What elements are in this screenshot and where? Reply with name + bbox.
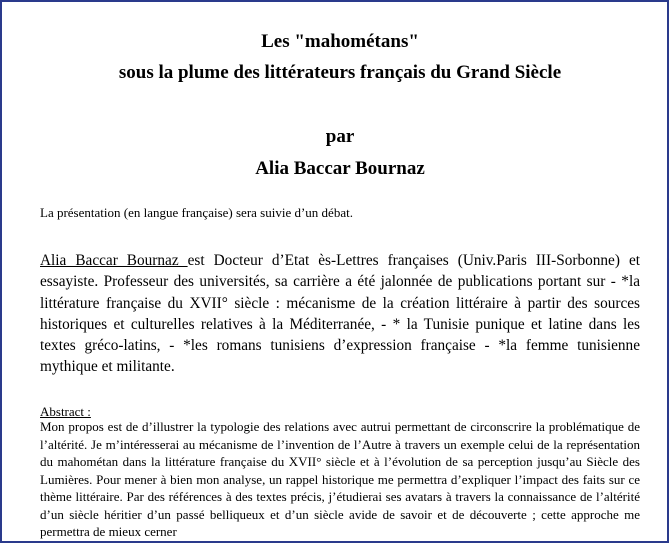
abstract-text: Mon propos est de d’illustrer la typologie des relations avec autrui permettant de circonscrire la problématique de l’altérité. Je m’intéresserai au mécanisme de l’invention de l’Autre à travers un exemple celui de la représentation du mahométan dans la littérature française du XVII° siècle et à l’évolution de sa perception jusqu’au Siècle des Lumières. Pour mener à bien mon analyse, un rappel historique me permettra d’expliquer l’impact des faits sur ce thème littéraire. Par des références à des textes précis, j’étudierai ses avatars à travers la connaissance de l’altérité d’un siècle héritier d’un passé belliqueux et d’un siècle avide de savoir et de découverte ; cette approche me permettra de mieux cerner [40, 419, 640, 539]
abstract-heading: Abstract : [40, 404, 91, 419]
bio-text: est Docteur d’Etat ès-Lettres françaises (Univ.Paris III-Sorbonne) et essayiste. Professeur des universités, sa carrière a été jalonnée de publications portant sur - *la littérature française du XVII° siècle : mécanisme de la création littéraire à partir des sources historiques et culturelles relatives à la Méditerranée, - * la Tunisie punique et latine dans les textes gréco-latins, - *les romans tunisiens d’expression française - *la femme tunisienne mythique et militante. [40, 252, 640, 376]
title-line-2: sous la plume des littérateurs français du Grand Siècle [118, 62, 562, 83]
author-name: Alia Baccar Bournaz [255, 158, 425, 179]
bio-author-name: Alia Baccar Bournaz [40, 252, 188, 269]
author-bio [40, 250, 640, 378]
by-label: par [325, 126, 355, 147]
title-line-1: Les "mahométans" [261, 31, 419, 52]
presentation-note: La présentation (en langue française) sera suivie d’un débat. [40, 205, 353, 220]
